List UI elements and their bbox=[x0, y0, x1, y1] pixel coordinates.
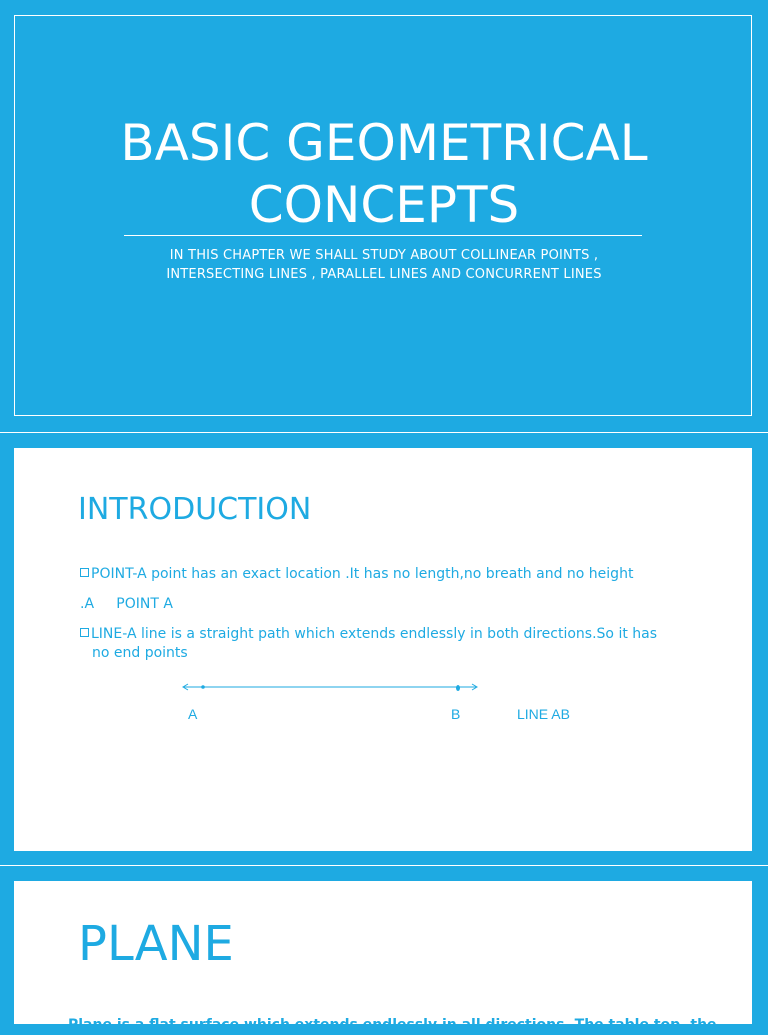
line-text-continued: no end points bbox=[92, 645, 188, 661]
slide-subtitle-line1: IN THIS CHAPTER WE SHALL STUDY ABOUT COLLINEAR POINTS , bbox=[169, 248, 599, 263]
slide-subtitle-line2: INTERSECTING LINES , PARALLEL LINES AND CONCURRENT LINES bbox=[166, 267, 602, 282]
slide-title-line1: BASIC GEOMETRICAL bbox=[120, 114, 648, 172]
introduction-heading: INTRODUCTION bbox=[78, 492, 312, 527]
point-a-dot bbox=[201, 685, 205, 689]
line-text: LINE-A line is a straight path which extends endlessly in both directions.So it has bbox=[91, 626, 658, 642]
point-b-dot bbox=[456, 685, 460, 691]
slide-title-line2: CONCEPTS bbox=[248, 176, 520, 234]
line-ab-diagram bbox=[14, 448, 752, 851]
title-slide bbox=[0, 0, 768, 432]
slide-title bbox=[0, 112, 768, 236]
slide-separator bbox=[0, 865, 768, 881]
plane-heading: PLANE bbox=[78, 916, 234, 972]
introduction-slide bbox=[14, 448, 752, 851]
title-divider bbox=[124, 235, 642, 236]
label-a: A bbox=[188, 706, 198, 722]
plane-slide bbox=[14, 881, 752, 1033]
slide-subtitle bbox=[100, 246, 668, 284]
plane-partial-text: Plane is a flat surface which extends endlessly in all directions. The table top, the bbox=[68, 1017, 717, 1033]
slide-separator bbox=[0, 432, 768, 448]
label-b: B bbox=[451, 706, 461, 722]
label-line-ab: LINE AB bbox=[517, 706, 570, 722]
point-text: POINT-A point has an exact location .It has no length,no breath and no height bbox=[91, 566, 634, 582]
point-example-text: .A POINT A bbox=[80, 596, 173, 612]
